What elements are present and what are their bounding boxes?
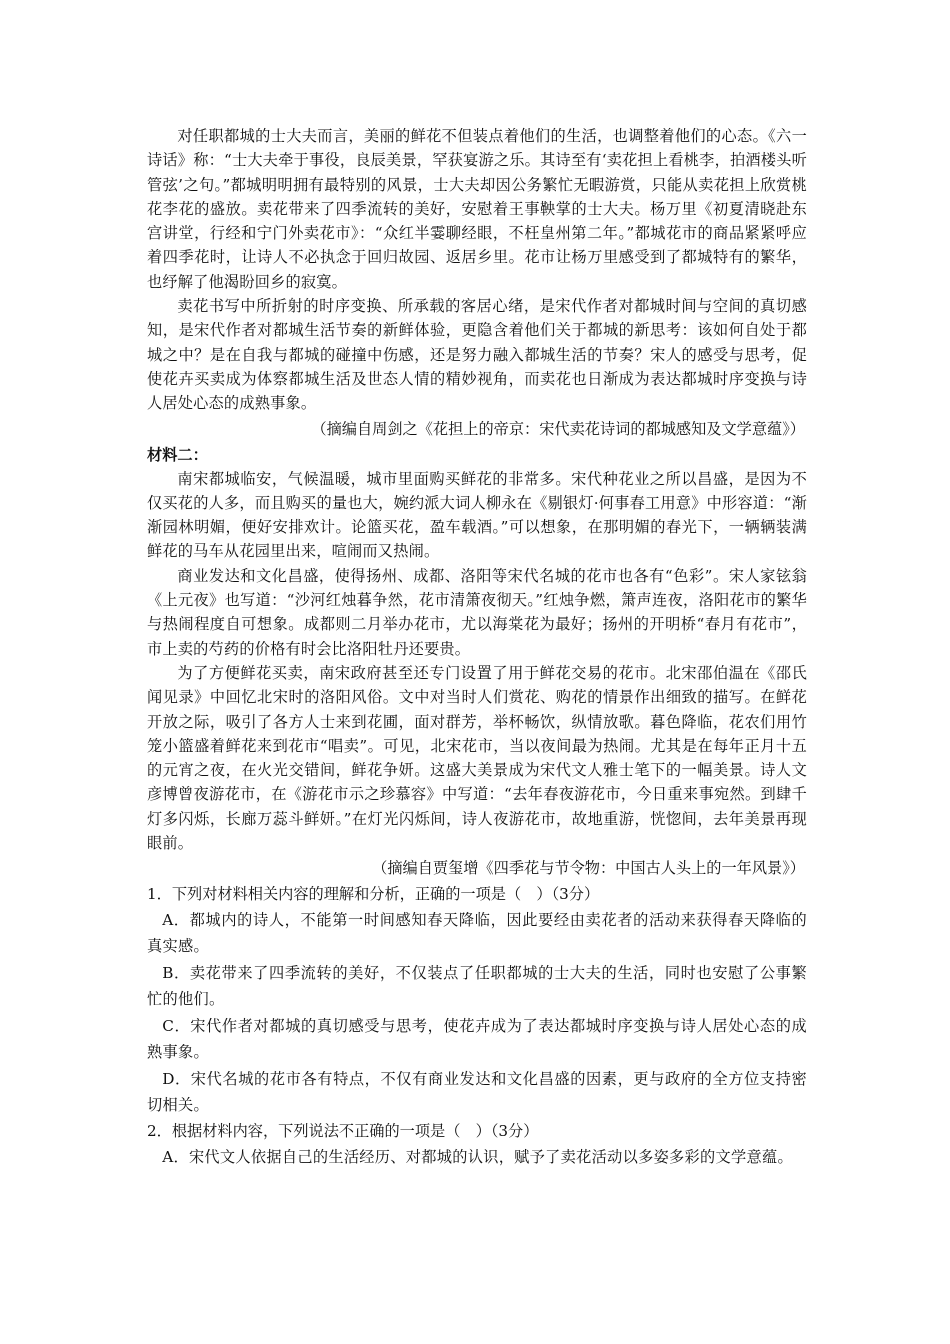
question-1-option-a: A．都城内的诗人，不能第一时间感知春天降临，因此要经由卖花者的活动来获得春天降临的真实感。 <box>147 911 807 956</box>
material-one-paragraph-2: 卖花书写中所折射的时序变换、所承载的客居心绪，是宋代作者对都城时间与空间的真切感知，是宋代作者对都城生活节奏的新鲜体验，更隐含着他们关于都城的新思考：该如何自处于都城之中？是在自我与都城的碰撞中伤感，还是努力融入都城生活的节奏？宋人的感受与思考，促使花卉买卖成为体察都城生活及世态人情的精妙视角，而卖花也日渐成为表达都城时序变换与诗人居处心态的成熟事象。 <box>147 297 807 413</box>
question-2-stem: 2．根据材料内容，下列说法不正确的一项是（ ）（3分） <box>147 1122 539 1141</box>
material-two-heading: 材料二： <box>147 445 208 464</box>
question-1-stem: 1．下列对材料相关内容的理解和分析，正确的一项是（ ）（3分） <box>147 885 600 904</box>
material-two-paragraph-1: 南宋都城临安，气候温暖，城市里面购买鲜花的非常多。宋代种花业之所以昌盛，是因为不仅买花的人多，而且购买的量也大，婉约派大词人柳永在《剔银灯·何事春工用意》中形容道：“渐渐园林明媚，便好安排欢计。论篮买花，盈车载酒。”可以想象，在那明媚的春光下，一辆辆装满鲜花的马车从花园里出来，喧闹而又热闹。 <box>147 469 807 561</box>
question-1-option-c: C．宋代作者对都城的真切感受与思考，使花卉成为了表达都城时序变换与诗人居处心态的成熟事象。 <box>147 1017 807 1062</box>
question-2-option-a: A．宋代文人依据自己的生活经历、对都城的认识，赋予了卖花活动以多姿多彩的文学意蕴。 <box>162 1148 793 1167</box>
question-1-option-d: D．宋代名城的花市各有特点，不仅有商业发达和文化昌盛的因素，更与政府的全方位支持密切相关。 <box>147 1070 807 1115</box>
material-one <box>147 124 807 443</box>
question-1-option-b: B．卖花带来了四季流转的美好，不仅装点了任职都城的士大夫的生活，同时也安慰了公事繁忙的他们。 <box>147 964 807 1009</box>
material-two-source: （摘编自贾玺增《四季花与节令物：中国古人头上的一年风景》） <box>372 859 805 878</box>
material-two-paragraph-2: 商业发达和文化昌盛，使得扬州、成都、洛阳等宋代名城的花市也各有“色彩”。宋人家铉翁《上元夜》也写道：“沙河红烛暮争然，花市清箫夜彻天。”红烛争燃，箫声连夜，洛阳花市的繁华与热闹程度自可想象。成都则二月举办花市，尤以海棠花为最好；扬州的开明桥“春月有花市”，市上卖的芍药的价格有时会比洛阳牡丹还要贵。 <box>147 566 807 658</box>
material-two <box>147 443 807 883</box>
questions-section <box>147 882 807 1170</box>
material-one-source: （摘编自周剑之《花担上的帝京：宋代卖花诗词的都城感知及文学意蕴》） <box>311 419 805 438</box>
material-two-paragraph-3: 为了方便鲜花买卖，南宋政府甚至还专门设置了用于鲜花交易的花市。北宋邵伯温在《邵氏闻见录》中回忆北宋时的洛阳风俗。文中对当时人们赏花、购花的情景作出细致的描写。在鲜花开放之际，吸引了各方人士来到花圃，面对群芳，举杯畅饮，纵情放歌。暮色降临，花农们用竹笼小篮盛着鲜花来到花市“唱卖”。可见，北宋花市，当以夜间最为热闹。尤其是在每年正月十五的元宵之夜，在火光交错间，鲜花争妍。这盛大美景成为宋代文人雅士笔下的一幅美景。诗人文彦博曾夜游花市，在《游花市示之珍慕容》中写道：“去年春夜游花市，今日重来事宛然。到肆千灯多闪烁，长廊万蕊斗鲜妍。”在灯光闪烁间，诗人夜游花市，故地重游，恍惚间，去年美景再现眼前。 <box>147 663 807 853</box>
exam-page <box>147 124 807 1171</box>
material-one-paragraph-1: 对任职都城的士大夫而言，美丽的鲜花不但装点着他们的生活，也调整着他们的心态。《六一诗话》称：“士大夫牵于事役，良辰美景，罕获宴游之乐。其诗至有‘卖花担上看桃李，拍酒楼头听管弦’之句。”都城明明拥有最特别的风景，士大夫却因公务繁忙无暇游赏，只能从卖花担上欣赏桃花李花的盛放。卖花带来了四季流转的美好，安慰着王事鞅掌的士大夫。杨万里《初夏清晓赴东宫讲堂，行经和宁门外卖花市》：“众红半霎聊经眼，不枉皇州第二年。”都城花市的商品紧紧呼应着四季花时，让诗人不必执念于回归故园、返居乡里。花市让杨万里感受到了都城特有的繁华，也纾解了他渴盼回乡的寂寞。 <box>147 127 807 291</box>
question-1 <box>147 882 807 1118</box>
question-2 <box>147 1119 807 1170</box>
